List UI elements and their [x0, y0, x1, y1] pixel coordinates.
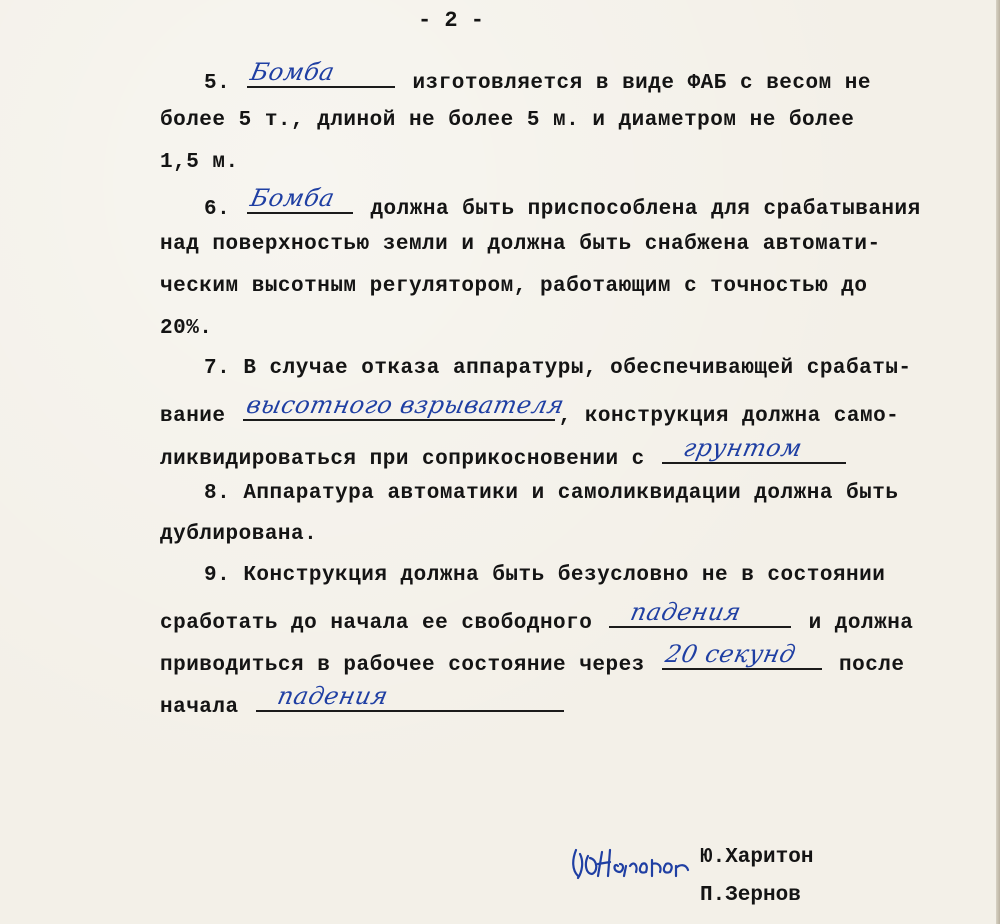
signer-name-2: П.Зернов: [700, 884, 801, 907]
item-text: вание: [160, 405, 226, 428]
item-9-line-4: [160, 682, 568, 722]
item-8-line-1: [204, 474, 898, 514]
item-number: 7.: [204, 357, 231, 380]
item-8-line-2: [160, 515, 317, 555]
item-6-line-3: [160, 267, 868, 307]
item-text: ческим высотным регулятором, работающим с точностью до: [160, 275, 868, 298]
signature-scribble: [568, 836, 698, 884]
item-number: 8.: [204, 482, 231, 505]
item-text: , конструкция должна само-: [558, 405, 900, 428]
item-text: Аппаратура автоматики и самоликвидации должна быть: [243, 482, 899, 505]
item-9-line-2: [160, 598, 913, 638]
item-text: Конструкция должна быть безусловно не в состоянии: [243, 564, 886, 587]
handwritten-signature: [568, 836, 698, 884]
item-9-line-1: [204, 556, 885, 596]
item-text: В случае отказа аппаратуры, обеспечивающей срабаты-: [243, 357, 912, 380]
item-6-line-4: [160, 309, 212, 349]
item-6-line-2: [160, 225, 881, 265]
item-5-line-1: [204, 58, 871, 98]
item-9-line-3: [160, 640, 905, 680]
fill-in-blank: [247, 58, 395, 88]
item-7-line-2: [160, 391, 899, 431]
item-text: и должна: [808, 612, 914, 635]
item-text: начала: [160, 696, 239, 719]
item-number: 5.: [204, 72, 231, 95]
page-number: - 2 -: [418, 8, 485, 33]
item-5-line-2: [160, 101, 854, 141]
item-text: более 5 т., длиной не более 5 м. и диаметром не более: [160, 109, 855, 132]
item-text: сработать до начала ее свободного: [160, 612, 593, 635]
item-text: приводиться в рабочее состояние через: [160, 654, 645, 677]
page-edge: [996, 0, 1000, 924]
item-number: 9.: [204, 564, 231, 587]
item-text: над поверхностью земли и должна быть снабжена автомати-: [160, 233, 881, 256]
handwritten-fill: грунтом: [680, 434, 805, 462]
item-text: ликвидироваться при соприкосновении с: [160, 448, 645, 471]
item-text: 1,5 м.: [160, 151, 239, 174]
handwritten-fill: 20 секунд: [662, 640, 799, 668]
item-text: 20%.: [160, 317, 213, 340]
fill-in-blank: [247, 184, 353, 214]
fill-in-blank: [662, 434, 846, 464]
item-7-line-3: [160, 434, 850, 474]
fill-in-blank: [662, 640, 822, 670]
item-number: 6.: [204, 198, 231, 221]
item-text: дублирована.: [160, 523, 318, 546]
handwritten-fill: Бомба: [248, 58, 338, 86]
fill-in-blank: [609, 598, 791, 628]
item-6-line-1: [204, 184, 921, 224]
item-7-line-1: [204, 349, 912, 389]
handwritten-fill: Бомба: [248, 184, 338, 212]
item-text: должна быть приспособлена для срабатывания: [370, 198, 921, 221]
item-text: изготовляется в виде ФАБ с весом не: [412, 72, 872, 95]
item-text: после: [839, 654, 905, 677]
handwritten-fill: высотного взрывателя: [243, 391, 567, 419]
fill-in-blank: [243, 391, 567, 421]
item-5-line-3: [160, 143, 239, 183]
handwritten-fill: падения: [274, 682, 391, 710]
handwritten-fill: падения: [628, 598, 745, 626]
fill-in-blank: [256, 682, 564, 712]
signer-name-1: Ю.Харитон: [700, 846, 814, 869]
